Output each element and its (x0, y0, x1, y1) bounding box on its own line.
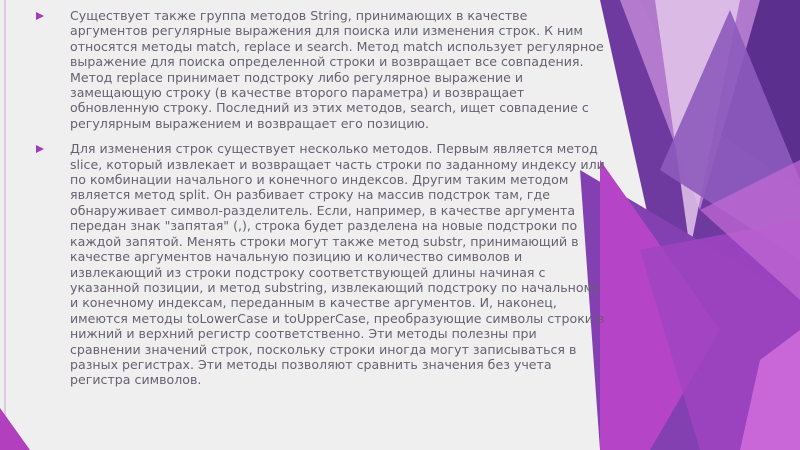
text-body (58, 8, 606, 398)
bullet-item (58, 8, 606, 131)
triangle-bullet-icon (36, 12, 44, 20)
bullet-text: Для изменения строк существует несколько методов. Первым является метод slice, который извлекает и возвращает часть строки по заданному индексу или по комбинации начального и конечного индексов. Другим таким методом является метод split. Он разбивает строку на массив подстрок там, где обнаруживает символ-разделитель. Если, например, в качестве аргумента передан знак "запятая" (,), строка будет разделена на новые подстроки по каждой запятой. Менять строки могут также метод substr, принимающий в качестве аргументов начальную позицию и количество символов и извлекающий из строки подстроку соответствующей длины начиная с указанной позиции, и метод substring, извлекающий подстроку по начальному и конечному индексам, переданным в качестве аргументов. И, наконец, имеются методы toLowerCase и toUpperCase, преобразующие символы строки в нижний и верхний регистр соответственно. Эти методы полезны при сравнении значений строк, поскольку строки иногда могут записываться в разных регистрах. Эти методы позволяют сравнить значения без учета регистра символов. (70, 141, 605, 388)
bullet-text: Существует также группа методов String, принимающих в качестве аргументов регулярные выражения для поиска или изменения строк. К ним относятся методы match, replace и search. Метод match использует регулярное выражение для поиска определенной строки и возвращает все совпадения. Метод replace принимает подстроку либо регулярное выражение и замещающую строку (в качестве второго параметра) и возвращает обновленную строку. Последний из этих методов, search, ищет совпадение с регулярным выражением и возвращает его позицию. (70, 8, 604, 131)
triangle-bullet-icon (36, 145, 44, 153)
bullet-item (58, 141, 606, 388)
